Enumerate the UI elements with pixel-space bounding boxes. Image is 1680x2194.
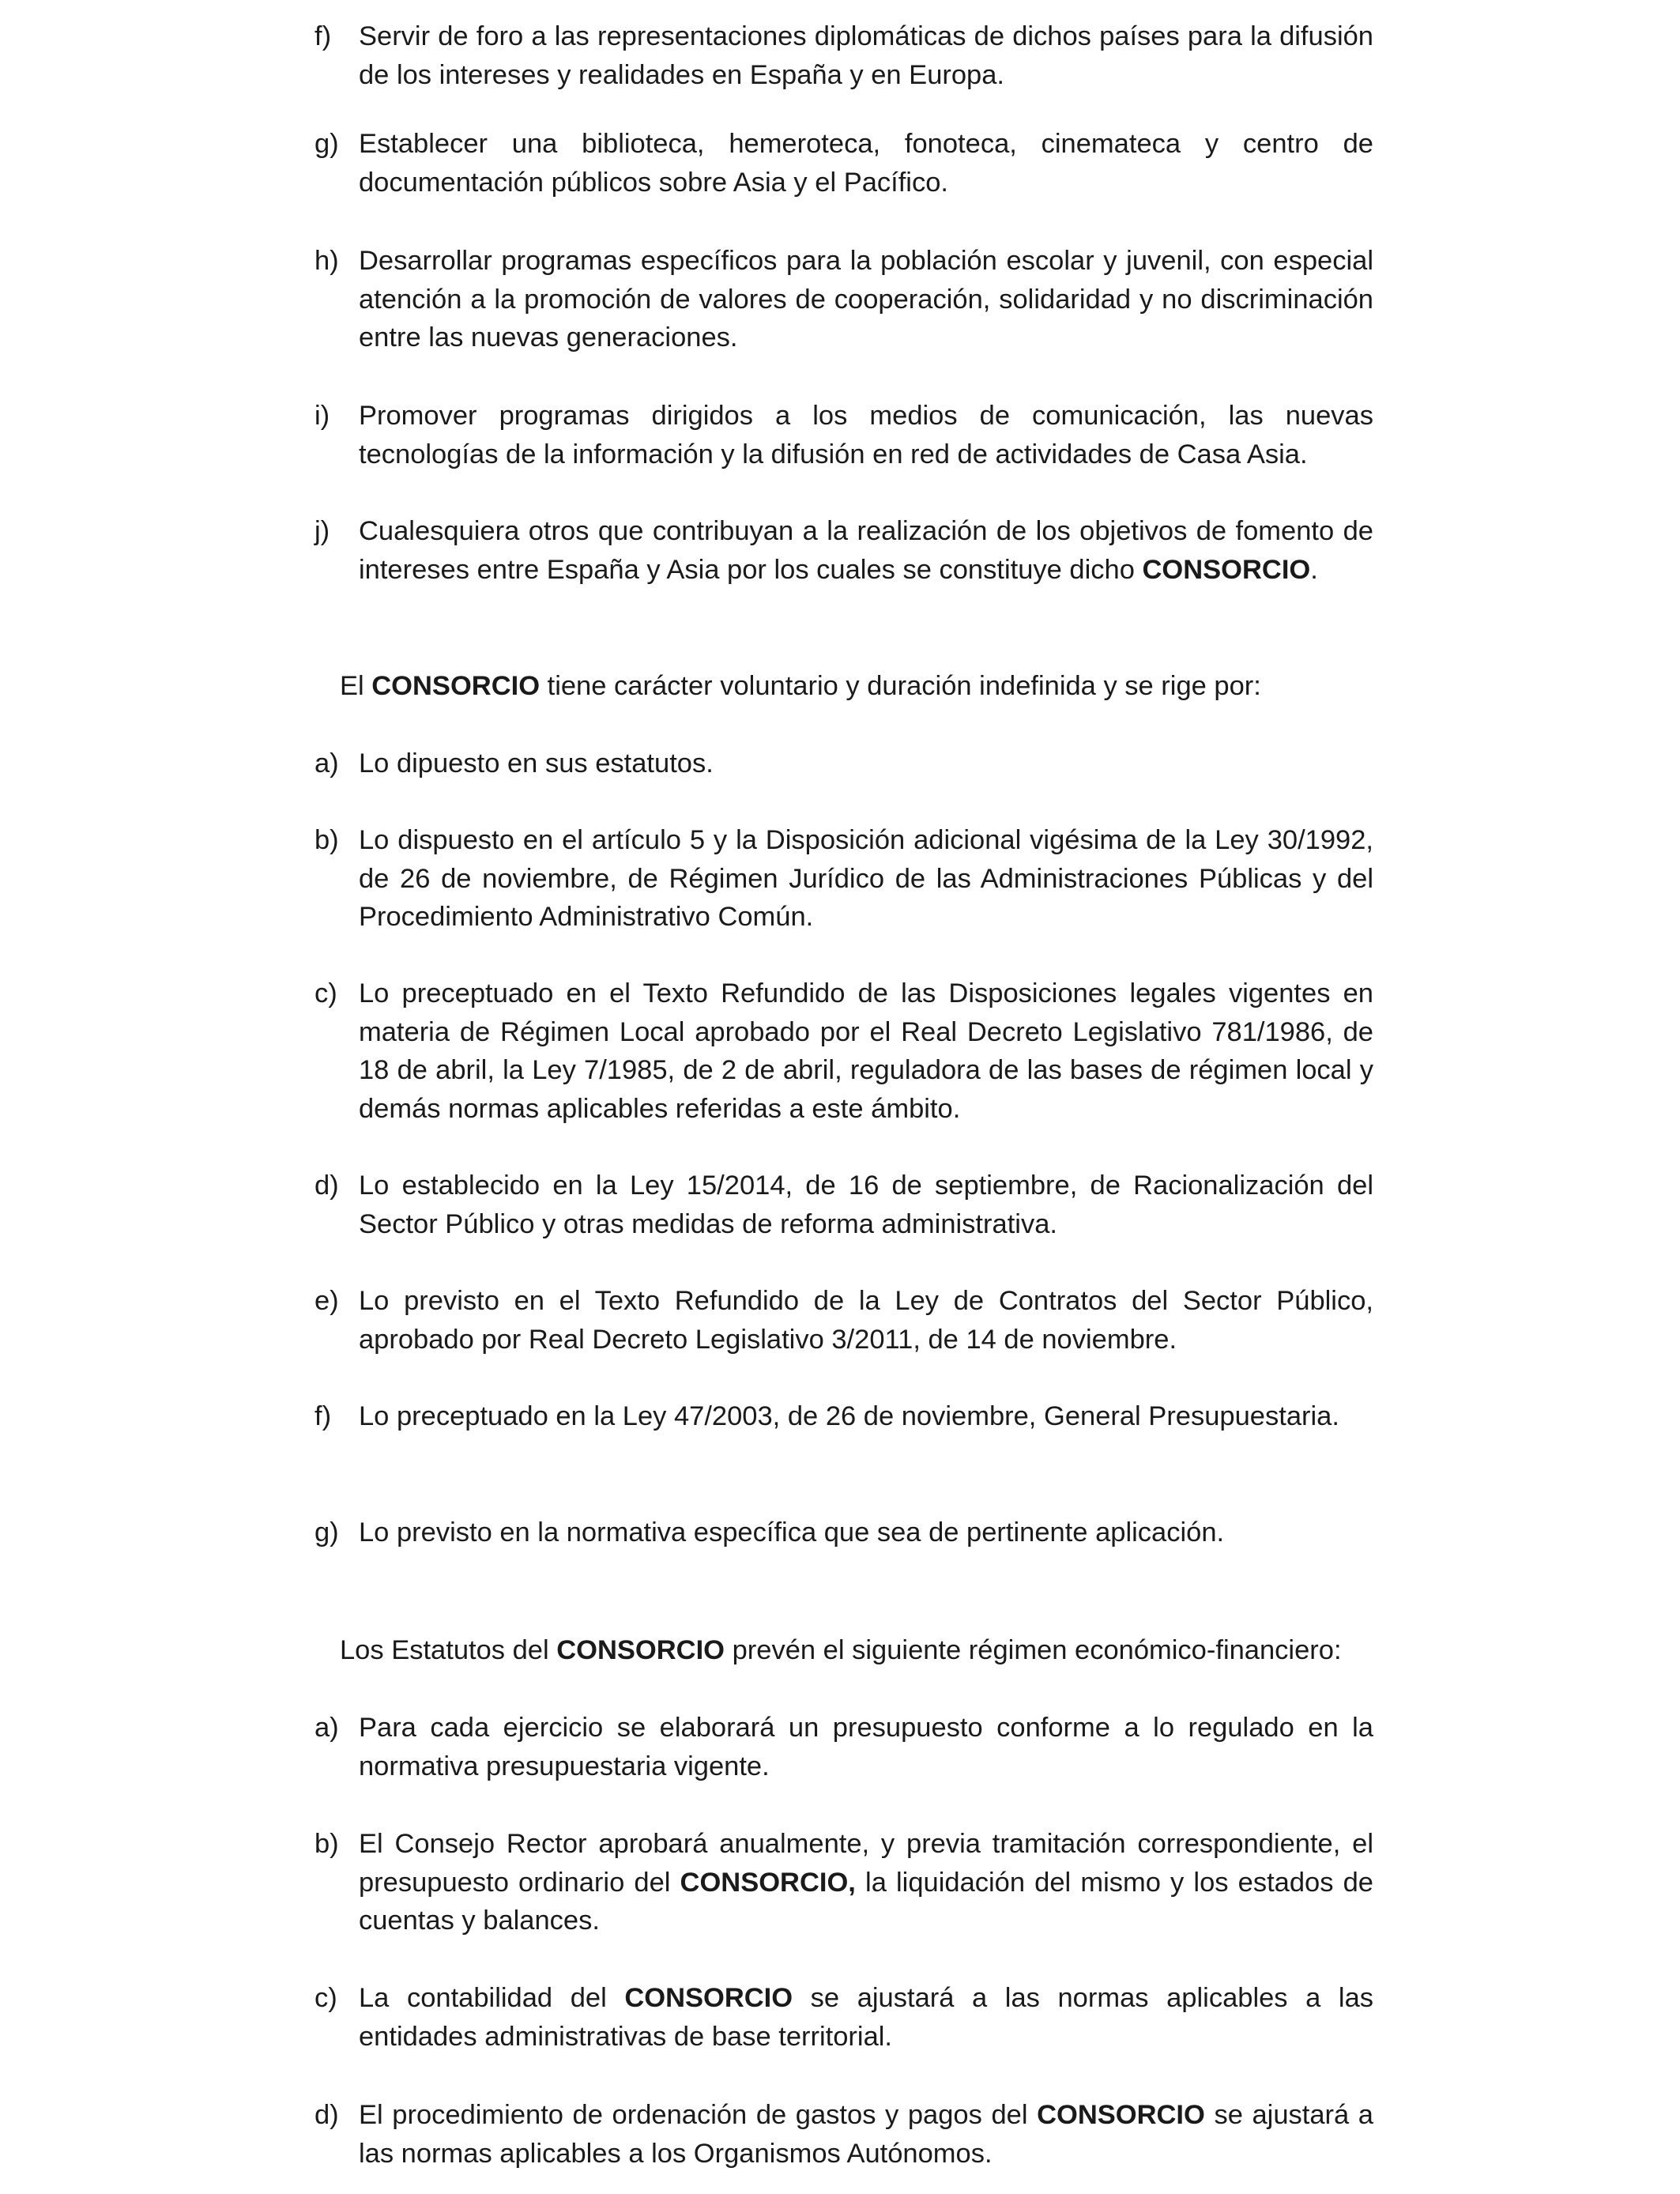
list-item-text: Establecer una biblioteca, hemeroteca, fonoteca, cinemateca y centro de documentación públicos sobre Asia y el Pacífico. (359, 129, 1373, 198)
list-marker: c) (315, 978, 337, 1008)
list-marker: i) (315, 401, 330, 431)
list-item (315, 397, 1373, 473)
list-marker: f) (315, 21, 332, 51)
list-item (315, 1167, 1373, 1243)
list-item-text: Lo establecido en la Ley 15/2014, de 16 de septiembre, de Racionalización del Sector Público y otras medidas de reforma administrativa. (359, 1171, 1373, 1239)
list-item (315, 745, 1373, 783)
list-marker: g) (315, 1517, 339, 1547)
paragraph-estatutos: Los Estatutos del CONSORCIO prevén el siguiente régimen económico-financiero: (340, 1635, 1342, 1665)
consorcio-bold: CONSORCIO (371, 671, 541, 701)
list-item (315, 1397, 1373, 1436)
list-item-text: Promover programas dirigidos a los medios de comunicación, las nuevas tecnologías de la información y la difusión en red de actividades de Casa Asia. (359, 401, 1373, 469)
list-item (315, 1825, 1373, 1940)
list-item-text: El Consejo Rector aprobará anualmente, y previa tramitación correspondiente, el presupuesto ordinario del CONSORCIO, la liquidación del mismo y los estados de cuentas y balances. (359, 1829, 1373, 1936)
list-item-text: El procedimiento de ordenación de gastos y pagos del CONSORCIO se ajustará a las normas aplicables a los Organismos Autónomos. (359, 2100, 1373, 2169)
list-item-text: Para cada ejercicio se elaborará un presupuesto conforme a lo regulado en la normativa presupuestaria vigente. (359, 1713, 1373, 1781)
list-item-text: Lo previsto en el Texto Refundido de la Ley de Contratos del Sector Público, aprobado por Real Decreto Legislativo 3/2011, de 14 de noviembre. (359, 1286, 1373, 1355)
list-item (315, 821, 1373, 937)
list-item (315, 1282, 1373, 1359)
list-item-text: Cualesquiera otros que contribuyan a la realización de los objetivos de fomento de intereses entre España y Asia por los cuales se constituye dicho CONSORCIO. (359, 516, 1373, 585)
consorcio-bold: CONSORCIO (1037, 2100, 1205, 2130)
list-marker: j) (315, 516, 330, 546)
list-item-text: Lo previsto en la normativa específica que sea de pertinente aplicación. (359, 1517, 1225, 1547)
list-item (315, 1514, 1373, 1552)
list-item-text: Desarrollar programas específicos para la población escolar y juvenil, con especial atención a la promoción de valores de cooperación, solidaridad y no discriminación entre las nuevas generaciones. (359, 246, 1373, 352)
list-item (315, 1979, 1374, 2056)
list-marker: c) (315, 1983, 337, 2013)
list-item-text: La contabilidad del CONSORCIO se ajustará a las normas aplicables a las entidades administrativas de base territorial. (359, 1983, 1374, 2052)
list-item (315, 242, 1373, 357)
list-marker: e) (315, 1286, 339, 1316)
list-item (315, 512, 1373, 589)
list-marker: h) (315, 246, 339, 276)
list-marker: g) (315, 129, 339, 159)
list-item-text: Lo dispuesto en el artículo 5 y la Disposición adicional vigésima de la Ley 30/1992, de 26 de noviembre, de Régimen Jurídico de las Administraciones Públicas y del Procedimiento Administrativo Común. (359, 825, 1373, 932)
consorcio-bold: CONSORCIO (624, 1983, 793, 2013)
list-marker: b) (315, 825, 339, 855)
list-marker: b) (315, 1829, 339, 1859)
consorcio-bold: CONSORCIO (556, 1635, 725, 1665)
list-marker: d) (315, 2100, 339, 2130)
list-item-text: Servir de foro a las representaciones diplomáticas de dichos países para la difusión de los intereses y realidades en España y en Europa. (359, 21, 1373, 90)
consorcio-bold: CONSORCIO (1142, 554, 1311, 585)
list-item (315, 125, 1373, 202)
list-item (315, 1709, 1373, 1785)
list-item (315, 974, 1373, 1128)
list-item-text: Lo dipuesto en sus estatutos. (359, 748, 714, 778)
list-marker: d) (315, 1171, 339, 1201)
paragraph-regimen: El CONSORCIO tiene carácter voluntario y duración indefinida y se rige por: (340, 671, 1261, 701)
list-item (315, 2096, 1373, 2173)
consorcio-bold: CONSORCIO, (680, 1867, 856, 1898)
list-item-text: Lo preceptuado en la Ley 47/2003, de 26 de noviembre, General Presupuestaria. (359, 1401, 1339, 1431)
list-marker: a) (315, 748, 339, 778)
list-marker: a) (315, 1713, 339, 1743)
list-item-text: Lo preceptuado en el Texto Refundido de las Disposiciones legales vigentes en materia de Régimen Local aprobado por el Real Decreto Legislativo 781/1986, de 18 de abril, la Ley 7/1985, de 2 de abril, reguladora de las bases de régimen local y demás normas aplicables referidas a este ámbito. (359, 978, 1373, 1124)
list-item (315, 17, 1373, 94)
list-marker: f) (315, 1401, 332, 1431)
